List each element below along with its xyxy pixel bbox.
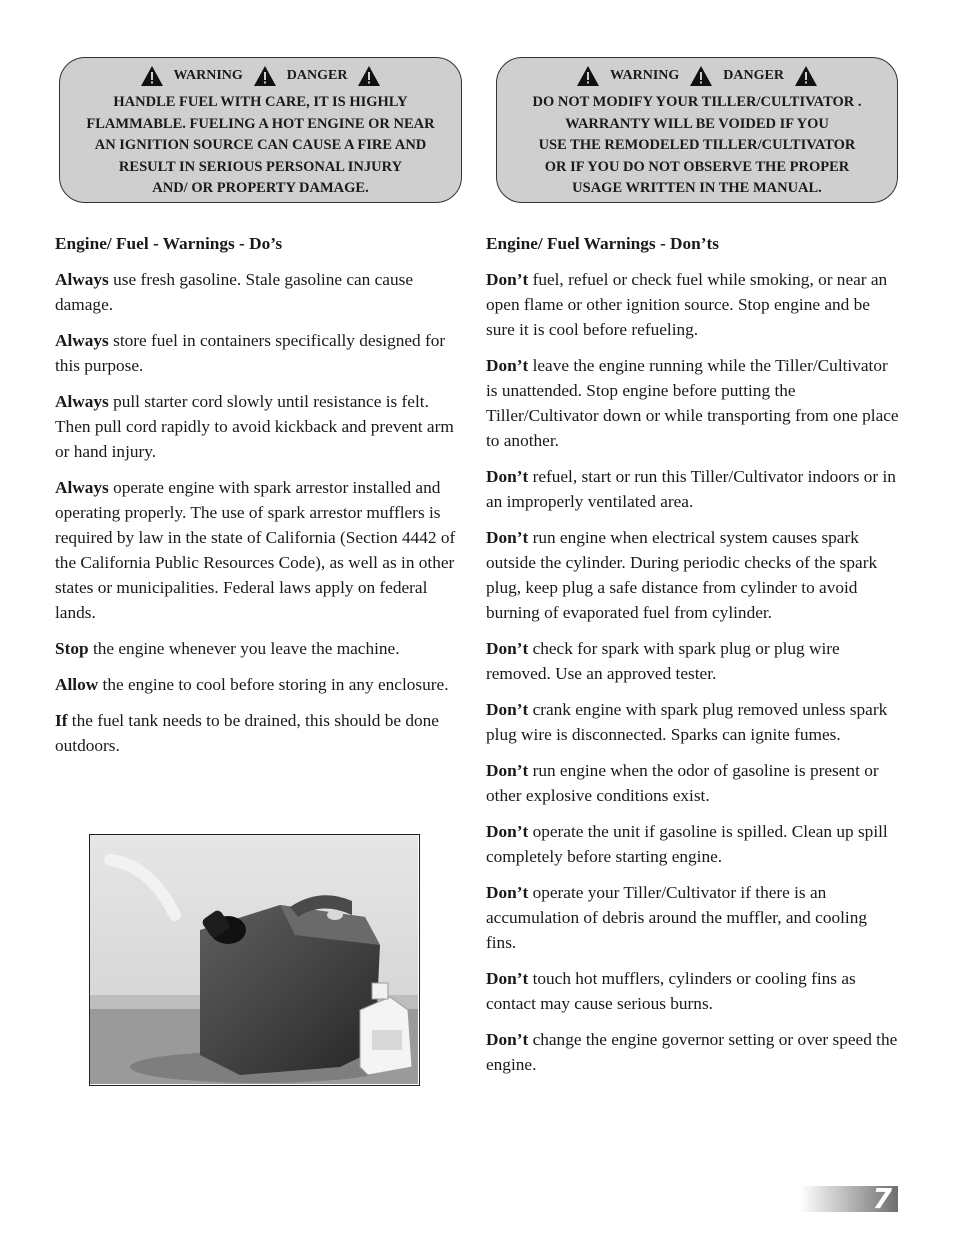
item-text: the engine to cool before storing in any enclosure. xyxy=(98,675,449,694)
item-lead: Don’t xyxy=(486,969,529,988)
item-text: pull starter cord slowly until resistance is felt. Then pull cord rapidly to avoid kickback and prevent arm or hand injury. xyxy=(55,392,454,461)
donts-heading: Engine/ Fuel Warnings - Don’ts xyxy=(486,234,720,253)
item-text: check for spark with spark plug or plug wire removed. Use an approved tester. xyxy=(486,639,840,683)
page-number-tab xyxy=(800,1182,898,1215)
warning-header xyxy=(60,64,461,88)
warning-triangle-icon xyxy=(140,65,164,87)
donts-item xyxy=(486,758,900,808)
item-text: leave the engine running while the Tiller/Cultivator is unattended. Stop engine before putting the Tiller/Cultivator down or while transporting from one place to another. xyxy=(486,356,899,450)
item-text: the fuel tank needs to be drained, this should be done outdoors. xyxy=(55,711,439,755)
dos-item xyxy=(55,636,467,661)
donts-item xyxy=(486,1027,900,1077)
fuel-can-illustration xyxy=(90,835,418,1084)
item-lead: Don’t xyxy=(486,270,529,289)
warning-triangle-icon xyxy=(689,65,713,87)
item-lead: Always xyxy=(55,331,109,350)
item-lead: Always xyxy=(55,478,109,497)
item-lead: Don’t xyxy=(486,356,529,375)
fuel-can-photo xyxy=(89,834,420,1086)
dos-item xyxy=(55,672,467,697)
warning-box-fuel xyxy=(59,57,462,203)
warning-line: AN IGNITION SOURCE CAN CAUSE A FIRE AND xyxy=(94,137,427,153)
item-lead: Don’t xyxy=(486,639,529,658)
page-number: 7 xyxy=(872,1182,892,1215)
warning-triangle-icon xyxy=(576,65,600,87)
item-text: crank engine with spark plug removed unless spark plug wire is disconnected. Sparks can ignite fumes. xyxy=(486,700,888,744)
warning-line: RESULT IN SERIOUS PERSONAL INJURY xyxy=(118,158,403,175)
warning-line: DO NOT MODIFY YOUR TILLER/CULTIVATOR . xyxy=(532,94,862,110)
donts-item xyxy=(486,966,900,1016)
warning-box-modification xyxy=(496,57,898,203)
item-text: store fuel in containers specifically designed for this purpose. xyxy=(55,331,446,375)
item-lead: Always xyxy=(55,270,109,289)
warning-line: USAGE WRITTEN IN THE MANUAL. xyxy=(572,180,822,196)
item-text: operate your Tiller/Cultivator if there is an accumulation of debris around the muffler, and cooling fins. xyxy=(486,883,867,952)
danger-label: DANGER xyxy=(723,68,784,84)
item-lead: Always xyxy=(55,392,109,411)
donts-section xyxy=(486,231,900,1088)
donts-item xyxy=(486,636,900,686)
donts-item xyxy=(486,464,900,514)
warning-text xyxy=(497,92,897,200)
warning-line: WARRANTY WILL BE VOIDED IF YOU xyxy=(565,115,829,132)
danger-label: DANGER xyxy=(286,68,348,84)
donts-item xyxy=(486,819,900,869)
dos-item xyxy=(55,708,467,758)
warning-label: WARNING xyxy=(610,68,680,84)
warning-line: HANDLE FUEL WITH CARE, IT IS HIGHLY xyxy=(113,94,408,110)
item-lead: Don’t xyxy=(486,700,529,719)
donts-item xyxy=(486,880,900,955)
warning-line: USE THE REMODELED TILLER/CULTIVATOR xyxy=(538,137,856,153)
item-text: fuel, refuel or check fuel while smoking, or near an open flame or other ignition source. Stop engine and be sure it is cool before refueling. xyxy=(486,270,888,339)
item-text: operate the unit if gasoline is spilled. Clean up spill completely before starting engine. xyxy=(486,822,888,866)
warning-line: OR IF YOU DO NOT OBSERVE THE PROPER xyxy=(544,158,850,175)
warning-line: FLAMMABLE. FUELING A HOT ENGINE OR NEAR xyxy=(86,115,435,132)
dos-item xyxy=(55,389,467,464)
item-text: touch hot mufflers, cylinders or cooling fins as contact may cause serious burns. xyxy=(486,969,856,1013)
item-lead: Don’t xyxy=(486,528,529,547)
item-lead: If xyxy=(55,711,68,730)
item-text: use fresh gasoline. Stale gasoline can cause damage. xyxy=(55,270,414,314)
warning-label: WARNING xyxy=(173,68,243,84)
donts-item xyxy=(486,697,900,747)
item-text: operate engine with spark arrestor installed and operating properly. The use of spark arrestor mufflers is required by law in the state of California (Section 4442 of the California Public Resources Code), as well as in other states or municipalities. Federal laws apply on federal lands. xyxy=(55,478,456,622)
item-text: run engine when the odor of gasoline is present or other explosive conditions exist. xyxy=(486,761,879,805)
warning-triangle-icon xyxy=(357,65,381,87)
item-lead: Allow xyxy=(55,675,99,694)
item-lead: Don’t xyxy=(486,1030,529,1049)
dos-section xyxy=(55,231,467,769)
warning-text xyxy=(60,92,461,200)
item-lead: Don’t xyxy=(486,467,529,486)
warning-line: AND/ OR PROPERTY DAMAGE. xyxy=(152,180,369,196)
item-lead: Stop xyxy=(55,639,89,658)
dos-item xyxy=(55,475,467,625)
item-text: change the engine governor setting or over speed the engine. xyxy=(486,1030,898,1074)
item-text: refuel, start or run this Tiller/Cultivator indoors or in an improperly ventilated area. xyxy=(486,467,896,511)
item-lead: Don’t xyxy=(486,883,529,902)
donts-item xyxy=(486,267,900,342)
item-text: the engine whenever you leave the machine. xyxy=(88,639,400,658)
item-text: run engine when electrical system causes spark outside the cylinder. During periodic checks of the spark plug, keep plug a safe distance from cylinder to avoid burning of evaporated fuel from cylinder. xyxy=(486,528,878,622)
donts-item xyxy=(486,525,900,625)
dos-item xyxy=(55,328,467,378)
item-lead: Don’t xyxy=(486,822,529,841)
item-lead: Don’t xyxy=(486,761,529,780)
warning-header xyxy=(497,64,897,88)
dos-item xyxy=(55,267,467,317)
warning-triangle-icon xyxy=(253,65,277,87)
warning-triangle-icon xyxy=(794,65,818,87)
dos-heading: Engine/ Fuel - Warnings - Do’s xyxy=(55,234,283,253)
donts-item xyxy=(486,353,900,453)
